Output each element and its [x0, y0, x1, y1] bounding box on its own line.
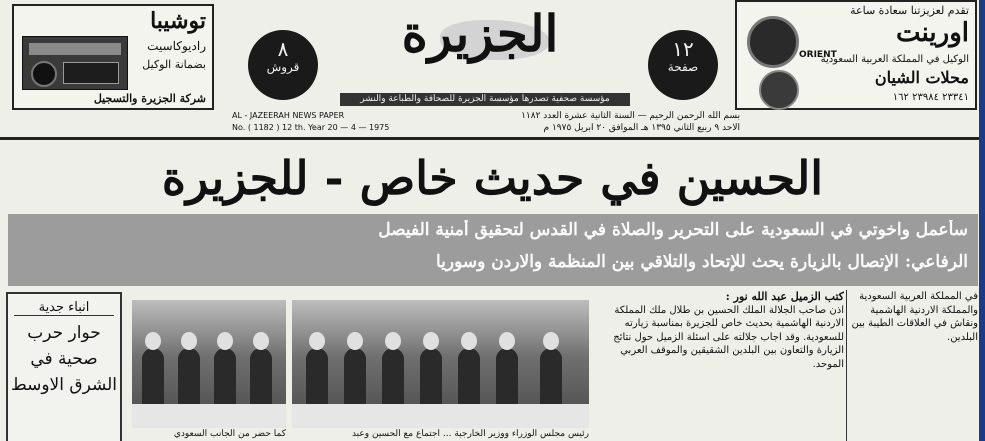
masthead-tagline: مؤسسة صحفية تصدرها مؤسسة الجزيرة للصحافة والطباعة والنشر [340, 93, 630, 106]
toshiba-advertisement [12, 4, 214, 110]
sidebar-header: انباء جدية [14, 300, 114, 316]
photo-figure [420, 348, 442, 406]
article-byline: كتب الزميل عبد الله نور : [725, 290, 844, 303]
photo-figure [214, 348, 236, 406]
radio-dial [29, 43, 121, 55]
meeting-photo-right [292, 300, 589, 428]
window-edge [979, 0, 985, 441]
price-unit: قروش [266, 60, 300, 74]
photo-figure [458, 348, 480, 406]
ad-product-line: راديوكاسيت [147, 39, 206, 53]
subheadline-line-2: الرفاعي: الإتصال بالزيارة يحث للإتحاد والتلاقي بين المنظمة والاردن وسوريا [435, 252, 968, 272]
arabic-date-line [470, 110, 740, 134]
orient-watch-advertisement [735, 0, 977, 110]
ad-top-line: تقدم لعزيزتنا سعادة ساعة [850, 4, 969, 17]
ad-dealer-name: محلات الشيان [874, 68, 969, 87]
pages-unit: صفحة [667, 60, 699, 74]
arabic-date: الاحد ٩ ربيع الثاني ١٣٩٥ هـ الموافق ٢٠ ابريل ١٩٧٥ م [543, 123, 740, 133]
photo-figure [382, 348, 404, 406]
article-text: اذن صاحب الجلالة الملك الحسين بن طلال ملك المملكة الاردنية الهاشمية بحديث خاص للجزيرة بمناسبة زيارته للسعودية. وقد اجاب جلالته على اسئلة الزميل حول نتائج الزيارة والتعاون بين البلدين الشقيقين والموقف العربي الموحد. [613, 304, 844, 370]
meeting-photo-left [132, 300, 286, 428]
price-badge [248, 30, 318, 100]
english-paper-name: AL - JAZEERAH NEWS PAPER [232, 111, 345, 120]
main-headline: الحسين في حديث خاص - للجزيرة [161, 151, 824, 205]
subheadline-line-1: سأعمل واخوتي في السعودية على التحرير والصلاة في القدس لتحقيق أمنية الفيصل [378, 220, 968, 240]
ad-agent-line: الوكيل في المملكة العربية السعودية [820, 54, 969, 65]
photo-caption-right: رئيس مجلس الوزراء ووزير الخارجية ... اجتماع مع الحسين وعبد [351, 429, 589, 439]
pages-number: ١٢ [672, 37, 694, 61]
photo-figure [540, 348, 562, 406]
watch-image [759, 70, 799, 110]
photo-figure [250, 348, 272, 406]
subheadline-banner [8, 214, 978, 286]
photo-figure [306, 348, 328, 406]
photo-figure [344, 348, 366, 406]
cassette-deck [63, 62, 119, 84]
photo-figure [178, 348, 200, 406]
article-text: في المملكة العربية السعودية والمملكة الاردنية الهاشمية ونقاش في العلاقات الطيبة بين البلدين. [851, 291, 978, 343]
ad-brand-name: توشيبا [150, 8, 206, 34]
header-divider [0, 137, 985, 140]
article-column-2 [850, 290, 982, 441]
ad-brand-name: اورينت [896, 18, 969, 48]
pages-badge [648, 30, 718, 100]
masthead [330, 2, 630, 92]
price-number: ٨ [277, 37, 289, 61]
ad-dealer-name: شركة الجزيرة والتسجيل [93, 92, 206, 105]
watch-image [747, 16, 799, 68]
column-divider [846, 290, 847, 441]
article-column-1 [596, 290, 844, 441]
english-date-line [232, 110, 389, 134]
photo-figure [496, 348, 518, 406]
arabic-issue-line: بسم الله الرحمن الرحيم — السنة الثانية عشرة العدد ١١٨٢ [521, 111, 740, 121]
english-issue-number: No. ( 1182 ) 12 th. Year 20 — 4 — 1975 [232, 123, 390, 132]
ad-warranty-line: بضمانة الوكيل [142, 58, 206, 71]
photo-figure [142, 348, 164, 406]
radio-cassette-image [22, 36, 128, 90]
sidebar-body: حوار حرب صحية في الشرق الاوسط [10, 323, 118, 395]
orient-logo-text: ORIENT [799, 50, 837, 60]
photo-table [292, 404, 589, 428]
sidebar-box [6, 292, 122, 441]
ad-phone-numbers: ٢٣٣٤١ ٢٣٩٨٤ ١٦٢ [892, 92, 969, 103]
radio-speaker [31, 61, 57, 87]
photo-table [132, 404, 286, 428]
newspaper-title: الجزيرة [401, 4, 559, 63]
photo-caption-left: كما حضر من الجانب السعودي [173, 429, 286, 439]
